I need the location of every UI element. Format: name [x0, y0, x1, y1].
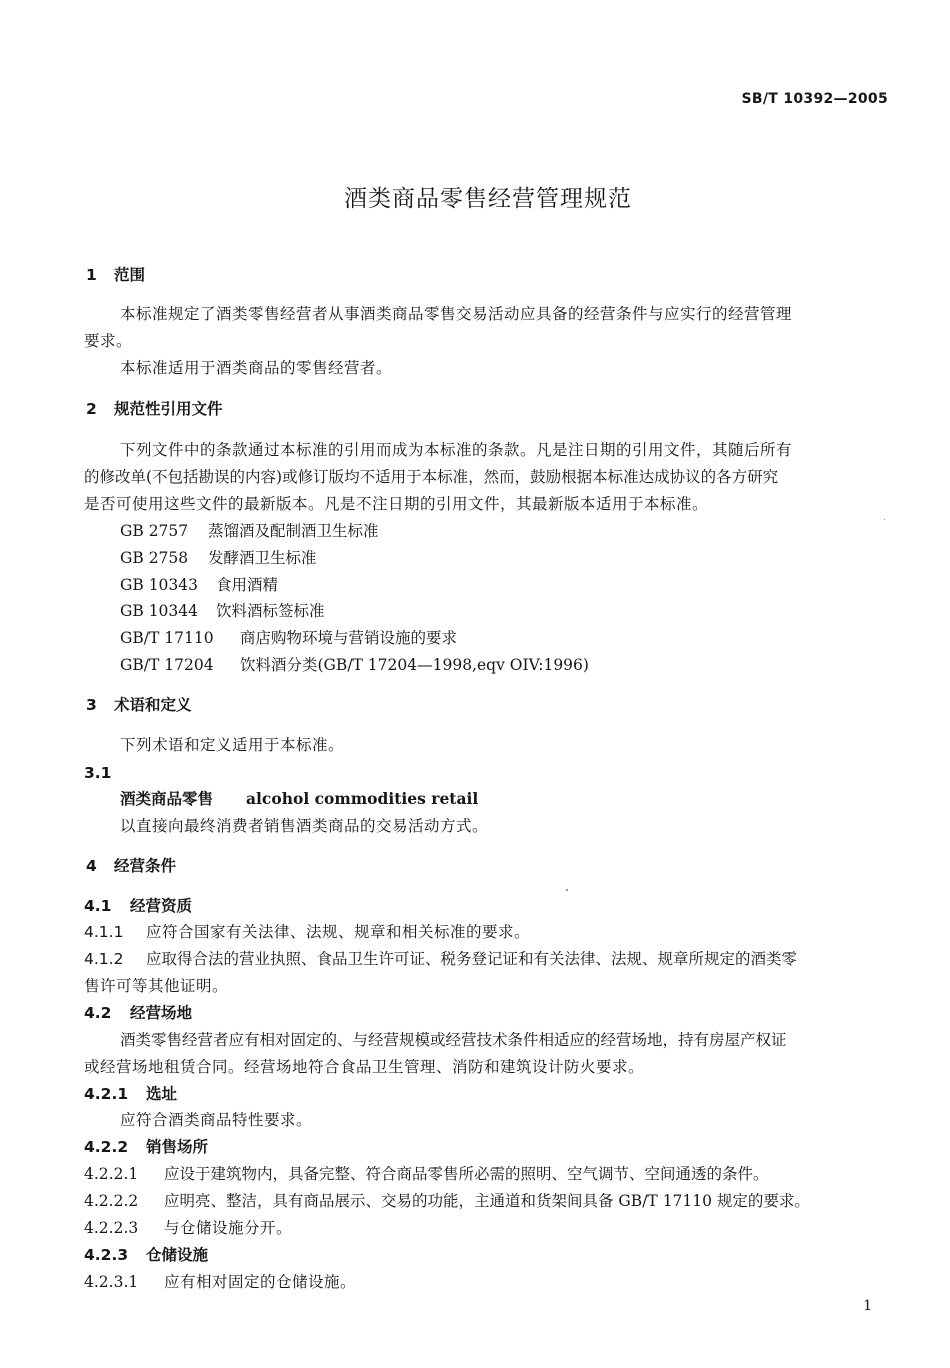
paragraph-line: 本标准规定了酒类零售经营者从事酒类商品零售交易活动应具备的经营条件与应实行的经营管理 — [120, 305, 793, 323]
subsection-number: 4.2.3 — [84, 1246, 129, 1264]
term-definition: 以直接向最终消费者销售酒类商品的交易活动方式。 — [120, 817, 489, 835]
reference-item — [120, 575, 278, 595]
subsection-number: 4.2 — [84, 1004, 112, 1022]
section-title: 术语和定义 — [114, 696, 192, 714]
clause-number: 4.2.2.2 — [84, 1192, 139, 1210]
paragraph-line: 是否可使用这些文件的最新版本。凡是不注日期的引用文件，其最新版本适用于本标准。 — [84, 495, 709, 513]
paragraph-line: 要求。 — [84, 332, 133, 350]
clause-4-2-2-3 — [84, 1218, 292, 1238]
reference-item — [120, 521, 379, 541]
reference-item — [120, 628, 457, 648]
clause-text: 应符合国家有关法律、法规、规章和相关标准的要求。 — [146, 923, 531, 941]
paragraph-line: 下列文件中的条款通过本标准的引用而成为本标准的条款。凡是注日期的引用文件，其随后所有 — [120, 441, 793, 459]
page-number: 1 — [863, 1298, 872, 1314]
reference-item — [120, 601, 325, 621]
section-3-heading — [86, 695, 192, 715]
section-number: 1 — [86, 266, 97, 284]
document-title: 酒类商品零售经营管理规范 — [344, 186, 632, 212]
section-4-heading — [86, 856, 176, 876]
subsection-4-1-heading — [84, 896, 192, 916]
paragraph-line: 酒类零售经营者应有相对固定的、与经营规模或经营技术条件相适应的经营场地，持有房屋产权证 — [120, 1031, 787, 1049]
reference-title: 饮料酒标签标准 — [216, 602, 325, 620]
clause-4-1-1 — [84, 922, 530, 942]
subsection-title: 经营资质 — [130, 897, 193, 915]
section-title: 范围 — [114, 266, 146, 284]
reference-code: GB/T 17110 — [120, 629, 214, 647]
subsection-4-2-heading — [84, 1003, 192, 1023]
reference-title: 食用酒精 — [216, 576, 279, 594]
reference-code: GB 10343 — [120, 576, 199, 594]
scan-speck — [884, 519, 885, 520]
section-title: 规范性引用文件 — [114, 400, 223, 418]
paragraph-line: 的修改单(不包括勘误的内容)或修订版均不适用于本标准，然而，鼓励根据本标准达成协议的各方研究 — [84, 468, 779, 486]
reference-title: 蒸馏酒及配制酒卫生标准 — [208, 522, 379, 540]
section-2-heading — [86, 399, 223, 419]
paragraph-line: 或经营场地租赁合同。经营场地符合食品卫生管理、消防和建筑设计防火要求。 — [84, 1058, 645, 1076]
clause-4-2-2-1 — [84, 1164, 769, 1184]
clause-number: 4.2.2.3 — [84, 1219, 139, 1237]
subsection-title: 仓储设施 — [146, 1246, 209, 1264]
reference-title: 饮料酒分类(GB/T 17204—1998,eqv OIV:1996) — [240, 656, 589, 674]
section-number: 3 — [86, 696, 97, 714]
reference-item — [120, 548, 317, 568]
subsection-4-2-2-heading — [84, 1137, 208, 1157]
scan-speck — [566, 889, 568, 891]
subsection-title: 经营场地 — [130, 1004, 193, 1022]
clause-number: 4.1.1 — [84, 923, 124, 941]
reference-code: GB 2758 — [120, 549, 189, 567]
term-number: 3.1 — [84, 764, 112, 782]
reference-title: 发酵酒卫生标准 — [208, 549, 317, 567]
subsection-title: 销售场所 — [146, 1138, 209, 1156]
reference-code: GB 2757 — [120, 522, 189, 540]
section-title: 经营条件 — [114, 857, 177, 875]
subsection-number: 4.2.2 — [84, 1138, 129, 1156]
reference-item — [120, 655, 589, 675]
paragraph-line: 售许可等其他证明。 — [84, 977, 229, 995]
term-chinese: 酒类商品零售 — [120, 790, 214, 808]
standard-code: SB/T 10392—2005 — [741, 91, 888, 107]
paragraph-line: 本标准适用于酒类商品的零售经营者。 — [120, 359, 393, 377]
section-number: 2 — [86, 400, 97, 418]
paragraph-line: 下列术语和定义适用于本标准。 — [120, 736, 345, 754]
clause-text: 应有相对固定的仓储设施。 — [164, 1273, 357, 1291]
clause-4-2-2-2 — [84, 1191, 810, 1211]
clause-text: 应取得合法的营业执照、食品卫生许可证、税务登记证和有关法律、法规、规章所规定的酒类零 — [146, 950, 798, 968]
term-english: alcohol commodities retail — [246, 789, 479, 808]
term-heading — [120, 789, 478, 809]
clause-text: 与仓储设施分开。 — [164, 1219, 293, 1237]
subsection-number: 4.1 — [84, 897, 112, 915]
clause-number: 4.2.3.1 — [84, 1273, 139, 1291]
clause-number: 4.2.2.1 — [84, 1165, 139, 1183]
clause-text: 应设于建筑物内，具备完整、符合商品零售所必需的照明、空气调节、空间通透的条件。 — [164, 1165, 769, 1183]
clause-4-2-3-1 — [84, 1272, 356, 1292]
subsection-number: 4.2.1 — [84, 1085, 129, 1103]
reference-code: GB/T 17204 — [120, 656, 214, 674]
clause-text: 应明亮、整洁，具有商品展示、交易的功能，主通道和货架间具备 GB/T 17110 规定的要求。 — [164, 1192, 810, 1210]
subsection-title: 选址 — [146, 1085, 178, 1103]
section-number: 4 — [86, 857, 97, 875]
subsection-4-2-1-heading — [84, 1084, 177, 1104]
subsection-4-2-3-heading — [84, 1245, 208, 1265]
reference-code: GB 10344 — [120, 602, 199, 620]
clause-number: 4.1.2 — [84, 950, 124, 968]
reference-title: 商店购物环境与营销设施的要求 — [240, 629, 458, 647]
section-1-heading — [86, 265, 145, 285]
paragraph-line: 应符合酒类商品特性要求。 — [120, 1111, 313, 1129]
clause-4-1-2 — [84, 949, 797, 969]
